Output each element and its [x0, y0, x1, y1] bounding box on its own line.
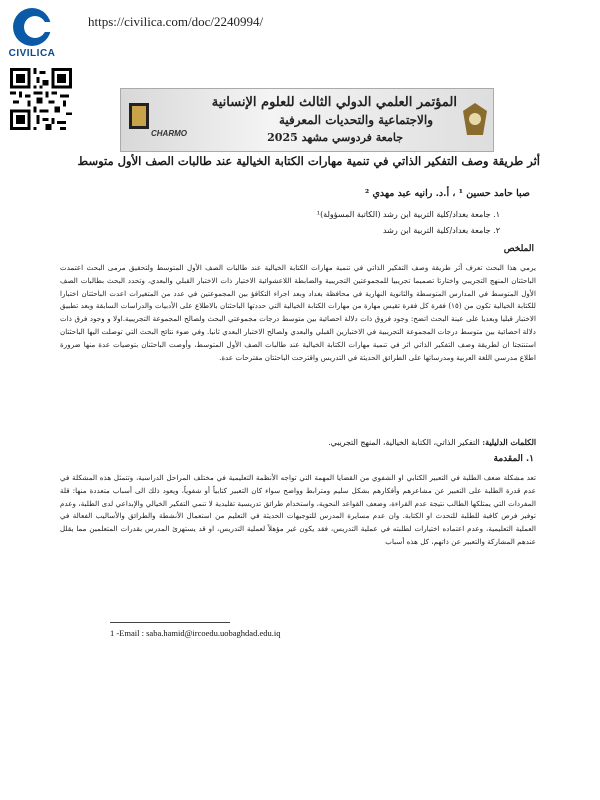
civilica-c-icon	[6, 6, 58, 48]
paper-authors: صبا حامد حسين ¹ ، أ.د. رانيه عبد مهدي ²	[364, 188, 530, 199]
university-emblem-icon	[461, 101, 489, 137]
qr-code-icon	[10, 68, 72, 130]
book-emblem-icon	[127, 101, 151, 131]
abstract-heading: الملخص	[503, 244, 534, 254]
introduction-heading: ١. المقدمة	[493, 454, 534, 464]
banner-line-1: المؤتمر العلمي الدولي الثالث للعلوم الإنسانية	[211, 95, 457, 110]
affiliation-2: ٢. جامعة بغداد/كلية التربية ابن رشد	[382, 226, 500, 235]
banner-line-3: جامعة فردوسي مشهد 2025	[267, 131, 403, 144]
keywords-text: التفكير الذاتي، الكتابة الخيالية، المنهج التجريبي.	[328, 438, 480, 447]
paper-title: أثر طريقة وصف التفكير الذاتي في تنمية مهارات الكتابة الخيالية عند طالبات الصف الأول متوسط	[77, 154, 540, 168]
abstract-text: يرمي هذا البحث تعرف أثر طريقة وصف التفكير الذاتي في تنمية مهارات الكتابة الخيالية عند طالبات الصف الأول المتوسط ولتحقيق مرمى البحث اعتمدت الباحثتان المنهج التجريبي واختارتا تصميما تجريبيا للمجموعتين التجريبية والضابطة اللاعشوائية الاختيار ذات الاختبار القبلي والبعدي، وتحدد البحث بطالبات الصف الأول المتوسط في المدارس المتوسطة والثانوية النهارية في محافظة بغداد وبعد اجراء التكافؤ بين المجموعتين في عدد من المتغيرات اعدت الباحثتان اختبارا للكتابة الخيالية تكون من (١٥) فقرة كل فقرة تقيس مهارة من مهارات الكتابة الخيالية التي حددتها الباحثتان بالاطلاع على الأدبيات والدراسات السابقة وبعد تطبيق الاختبار قبليا وبعديا على عينة البحث اتضح: وجود فروق ذات دلالة احصائية بين متوسط درجات مجموعتي البحث ولصالح المجموعة التجريبية.اولا و وجود فرق ذات دلالة احصائية بين متوسط درجات المجموعة التجريبية في الاختبارين القبلي والبعدي ولصالح الاختبار البعدي ثانيا. وفي ضوء نتائج البحث التي توصلت اليها الباحثتان استنتجتا ان لطريقة وصف التفكير الذاتي اثر في تنمية مهارات الكتابة الخيالية عند طالبات الصف الأول المتوسط، وأوصت الباحثتان بتوصيات عدة منها ضرورة اطلاع مدرسي اللغة العربية ومدرساتها على الطرائق الحديثة في التدريس واقترحت الباحثتان مقترحات عدة.	[60, 263, 537, 362]
footnote-divider	[110, 622, 230, 623]
introduction-text: تعد مشكلة ضعف الطلبة في التعبير الكتابي او الشفوي من القضايا المهمة التي تواجه الأنظمة التعليمية في مختلف المراحل الدراسية، وتتمثل هذه المشكلة في عدم قدرة الطلبة على التعبير عن مشاعرهم وأفكارهم بشكل سليم ومترابط وواضح سواء كان التعبير كتابياً أو شفوياً، ويعود ذلك الى أسباب متعددة منها: قلة المفردات التي يمتلكها الطالب نتيجة عدم القراءة، وضعف القواعد النحوية، واستخدام طرائق تدريسية تقليدية لا تنمي التفكير الخيالي والإبداعي لدى الطلبة، وعدم توفير فرص كافية للطلبة للتحدث او الكتابة. وان عدم مسايرة المدرس للتوجيهات الحديثة في التعليم من استعمال الأنشطة والطرائق والأساليب الفعالة في العملية التعليمية، وعدم اعتماده اختيارات لطلبته في عملية التدريس، فقد يكون غير مؤهلاً لعملية التدريس، او قد يستهزئ المدرس بقدرات المتعلمين مما يقلل عندهم المشاركة والتعبير عن ذاتهم، كل هذه أسباب	[60, 473, 536, 546]
civilica-logo[interactable]	[6, 6, 58, 64]
document-url[interactable]: https://civilica.com/doc/2240994/	[88, 14, 264, 29]
affiliation-1: ١. جامعة بغداد/كلية التربية ابن رشد (الكاتبة المسؤولة)¹	[316, 210, 500, 219]
banner-brand: CHARMO	[151, 129, 187, 138]
footnote-email: 1 -Email : saba.hamid@ircoedu.uobaghdad.edu.iq	[110, 628, 281, 638]
keywords	[60, 438, 536, 447]
logo-text: CIVILICA	[8, 48, 56, 59]
banner-line-2: والاجتماعية والتحديات المعرفية	[278, 113, 433, 127]
keywords-label: الكلمات الدليلية:	[482, 438, 536, 447]
conference-banner	[120, 88, 494, 152]
